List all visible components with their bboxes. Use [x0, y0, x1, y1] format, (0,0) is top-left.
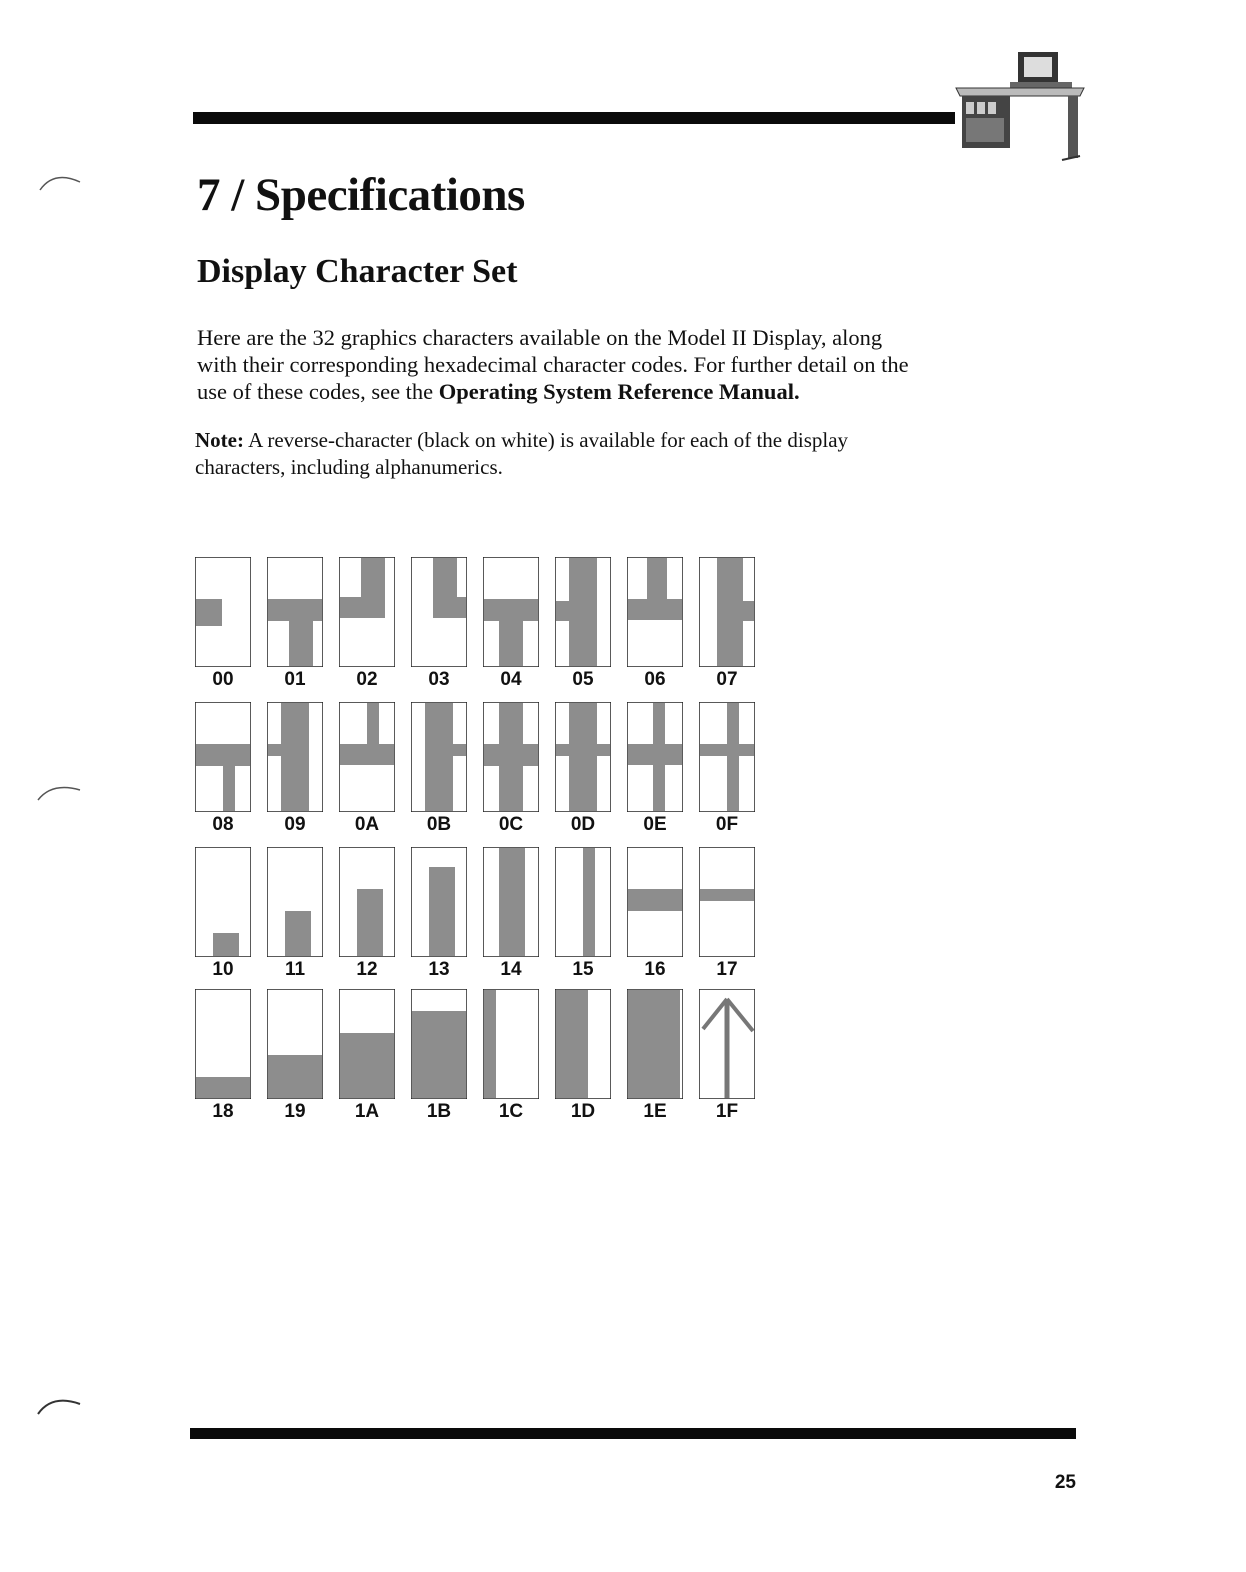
char-glyph [555, 847, 611, 957]
char-code: 16 [644, 959, 666, 980]
char-glyph [339, 702, 395, 812]
note-label: Note: [195, 428, 244, 452]
char-cell [339, 989, 395, 1122]
char-glyph [339, 847, 395, 957]
char-code: 02 [356, 669, 378, 690]
character-set-grid [193, 555, 763, 1135]
char-cell [555, 989, 611, 1122]
char-code: 00 [212, 669, 234, 690]
hole-punch-mark [34, 778, 84, 808]
chapter-title: 7 / Specifications [197, 169, 525, 221]
char-glyph [339, 557, 395, 667]
char-glyph [195, 847, 251, 957]
char-cell [699, 989, 755, 1122]
char-glyph [267, 989, 323, 1099]
char-cell [627, 989, 683, 1122]
char-cell [267, 557, 323, 690]
char-glyph [411, 702, 467, 812]
char-cell [483, 847, 539, 980]
char-code: 13 [428, 959, 450, 980]
intro-paragraph [197, 324, 917, 405]
char-code: 15 [572, 959, 594, 980]
char-cell [339, 557, 395, 690]
page-number: 25 [1054, 1472, 1076, 1493]
char-cell [555, 702, 611, 835]
char-cell [267, 989, 323, 1122]
char-code: 1B [426, 1101, 452, 1122]
char-code: 0D [570, 814, 596, 835]
char-cell [699, 557, 755, 690]
char-glyph [483, 847, 539, 957]
note-text: A reverse-character (black on white) is available for each of the display characters, including alphanumerics. [195, 428, 849, 479]
char-cell [339, 702, 395, 835]
char-cell [195, 989, 251, 1122]
char-code: 0C [498, 814, 524, 835]
char-cell [411, 702, 467, 835]
char-glyph [627, 989, 683, 1099]
char-cell [555, 847, 611, 980]
char-glyph [483, 557, 539, 667]
char-glyph [267, 702, 323, 812]
char-glyph [699, 702, 755, 812]
note-paragraph [195, 427, 895, 481]
char-glyph [699, 557, 755, 667]
char-code: 08 [212, 814, 234, 835]
char-cell [195, 557, 251, 690]
char-cell [627, 557, 683, 690]
char-cell [411, 989, 467, 1122]
char-cell [195, 702, 251, 835]
char-glyph [627, 557, 683, 667]
char-code: 1E [643, 1101, 667, 1122]
char-glyph [699, 989, 755, 1099]
char-code: 14 [500, 959, 522, 980]
char-glyph [699, 847, 755, 957]
intro-text: Here are the 32 graphics characters available on the Model II Display, along with their corresponding hexadecimal character codes. For further detail on the use of these codes, see the [197, 325, 909, 404]
char-cell [699, 702, 755, 835]
char-glyph [267, 847, 323, 957]
char-code: 1C [498, 1101, 524, 1122]
char-glyph [483, 989, 539, 1099]
char-code: 06 [644, 669, 666, 690]
char-glyph [195, 557, 251, 667]
char-glyph [411, 557, 467, 667]
char-glyph [483, 702, 539, 812]
char-code: 1D [570, 1101, 596, 1122]
char-code: 11 [284, 959, 306, 980]
char-code: 1A [354, 1101, 380, 1122]
char-glyph [195, 702, 251, 812]
char-code: 04 [500, 669, 522, 690]
char-cell [411, 847, 467, 980]
hole-punch-mark [34, 1392, 84, 1422]
char-cell [195, 847, 251, 980]
char-code: 03 [428, 669, 450, 690]
char-glyph [627, 847, 683, 957]
char-code: 01 [284, 669, 306, 690]
char-cell [483, 702, 539, 835]
char-code: 0E [643, 814, 667, 835]
char-cell [339, 847, 395, 980]
char-code: 0F [715, 814, 739, 835]
char-glyph [555, 702, 611, 812]
char-code: 10 [212, 959, 234, 980]
char-code: 07 [716, 669, 738, 690]
char-glyph [195, 989, 251, 1099]
computer-desk-icon [950, 48, 1090, 168]
char-code: 05 [572, 669, 594, 690]
char-glyph [411, 847, 467, 957]
hole-punch-mark [36, 168, 86, 198]
char-code: 17 [716, 959, 738, 980]
char-code: 19 [284, 1101, 306, 1122]
char-cell [627, 847, 683, 980]
char-code: 18 [212, 1101, 234, 1122]
char-code: 1F [715, 1101, 739, 1122]
char-glyph [555, 557, 611, 667]
char-code: 0A [354, 814, 380, 835]
char-cell [627, 702, 683, 835]
char-cell [555, 557, 611, 690]
char-glyph [555, 989, 611, 1099]
header-rule [193, 112, 955, 124]
char-cell [267, 702, 323, 835]
char-glyph [411, 989, 467, 1099]
section-title: Display Character Set [197, 253, 518, 290]
char-cell [267, 847, 323, 980]
manual-reference: Operating System Reference Manual. [438, 379, 800, 404]
char-code: 09 [284, 814, 306, 835]
char-cell [483, 989, 539, 1122]
char-cell [483, 557, 539, 690]
char-glyph [627, 702, 683, 812]
char-cell [411, 557, 467, 690]
char-code: 12 [356, 959, 378, 980]
char-cell [699, 847, 755, 980]
char-glyph [267, 557, 323, 667]
footer-rule [190, 1428, 1076, 1439]
char-glyph [339, 989, 395, 1099]
char-code: 0B [426, 814, 452, 835]
